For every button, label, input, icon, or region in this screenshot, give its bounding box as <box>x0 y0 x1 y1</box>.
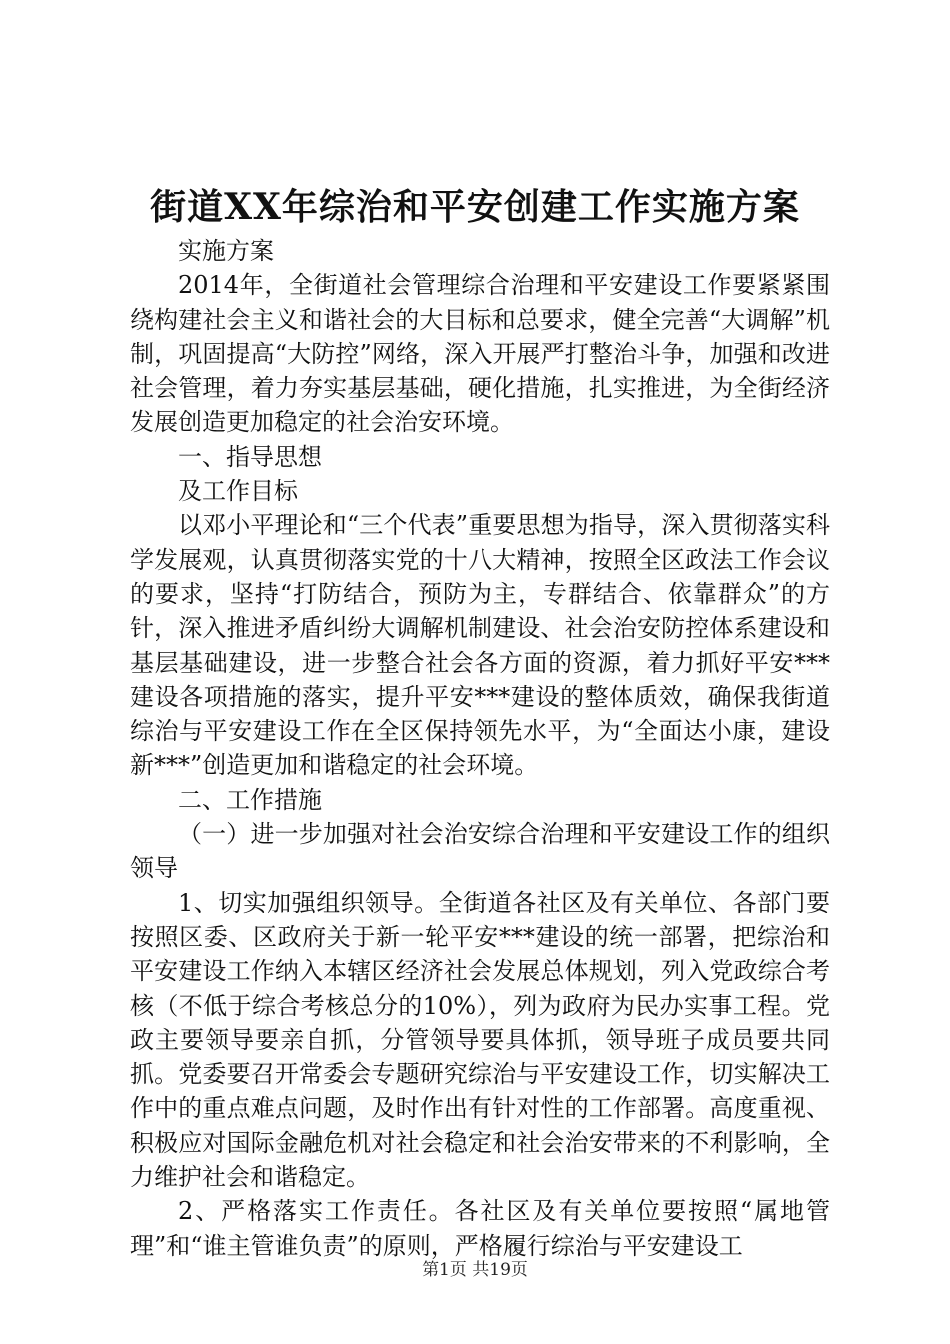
measure-paragraph-1: 1、切实加强组织领导。全街道各社区及有关单位、各部门要按照区委、区政府关于新一轮平安***建设的统一部署，把综治和平安建设工作纳入本辖区经济社会发展总体规划，列入党政综合考核（不低于综合考核总分的10%），列为政府为民办实事工程。党政主要领导要亲自抓，分管领导要具体抓，领导班子成员要共同抓。党委要召开常委会专题研究综治与平安建设工作，切实解决工作中的重点难点问题，及时作出有针对性的工作部署。高度重视、积极应对国际金融危机对社会稳定和社会治安带来的不利影响，全力维护社会和谐稳定。 <box>130 888 830 1192</box>
section-heading-work-measures: 二、工作措施 <box>178 785 322 814</box>
page-number: 第1页 共19页 <box>422 1260 528 1280</box>
document-body <box>130 234 830 1263</box>
section-heading-work-goals: 及工作目标 <box>178 477 298 506</box>
section-heading-guiding-thought: 一、指导思想 <box>178 442 322 471</box>
subsection-heading-leadership: （一）进一步加强对社会治安综合治理和平安建设工作的组织领导 <box>130 820 830 883</box>
intro-paragraph: 2014年，全街道社会管理综合治理和平安建设工作要紧紧围绕构建社会主义和谐社会的大目标和总要求，健全完善“大调解”机制，巩固提高“大防控”网络，深入开展严打整治斗争，加强和改进社会管理，着力夯实基层基础，硬化措施，扎实推进，为全街经济发展创造更加稳定的社会治安环境。 <box>130 271 830 437</box>
document-title: 街道XX年综治和平安创建工作实施方案 <box>150 186 800 228</box>
measure-paragraph-2: 2、严格落实工作责任。各社区及有关单位要按照“属地管理”和“谁主管谁负责”的原则，严格履行综治与平安建设工 <box>130 1197 830 1260</box>
guiding-paragraph: 以邓小平理论和“三个代表”重要思想为指导，深入贯彻落实科学发展观，认真贯彻落实党的十八大精神，按照全区政法工作会议的要求，坚持“打防结合，预防为主，专群结合、依靠群众”的方针，深入推进矛盾纠纷大调解机制建设、社会治安防控体系建设和基层基础建设，进一步整合社会各方面的资源，着力抓好平安***建设各项措施的落实，提升平安***建设的整体质效，确保我街道综治与平安建设工作在全区保持领先水平，为“全面达小康，建设新***”创造更加和谐稳定的社会环境。 <box>130 511 830 780</box>
section-label: 实施方案 <box>178 237 274 265</box>
